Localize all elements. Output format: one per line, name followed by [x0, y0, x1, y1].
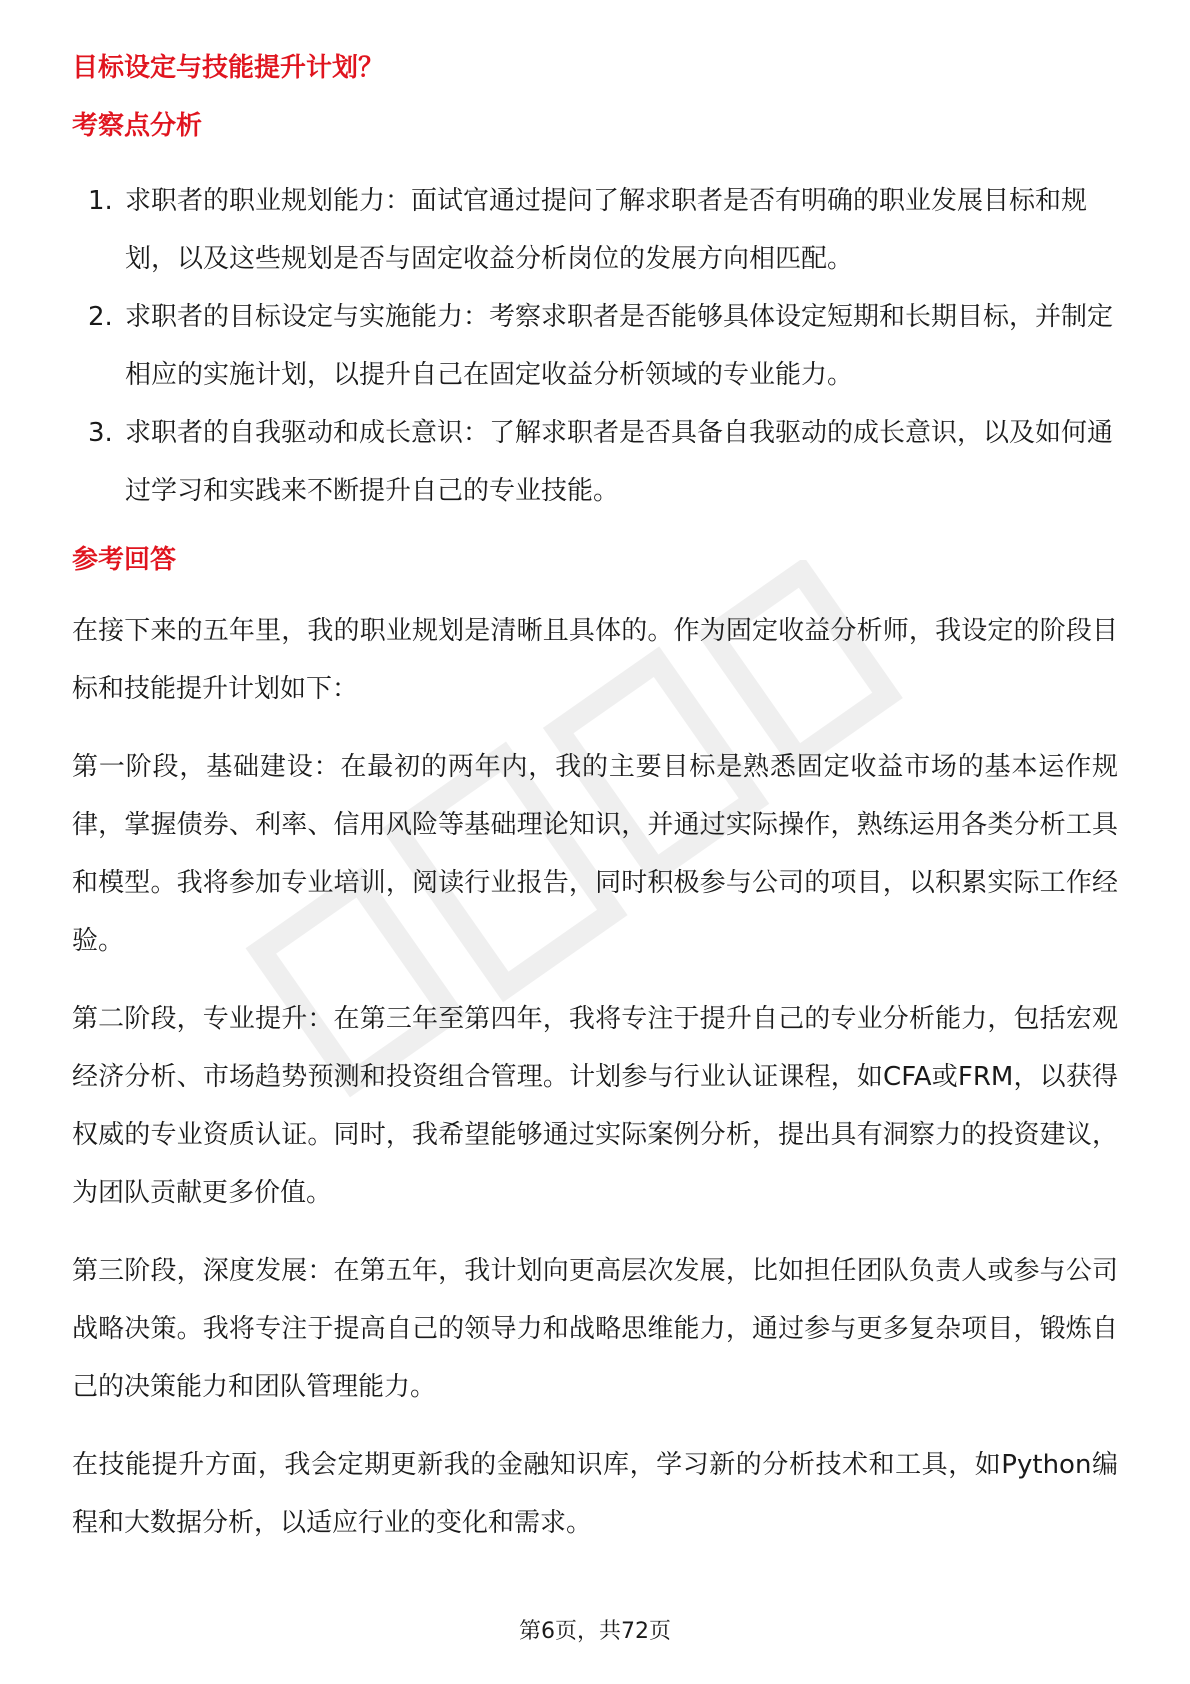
- answer-paragraph: 第三阶段，深度发展：在第五年，我计划向更高层次发展，比如担任团队负责人或参与公司战略决策。我将专注于提高自己的领导力和战略思维能力，通过参与更多复杂项目，锻炼自己的决策能力和团队管理能力。: [72, 1256, 1118, 1402]
- question-title: 目标设定与技能提升计划？: [72, 53, 385, 83]
- point-text: 求职者的目标设定与实施能力：考察求职者是否能够具体设定短期和长期目标，并制定相应的实施计划，以提升自己在固定收益分析领域的专业能力。: [125, 302, 1114, 390]
- answer-paragraph: 在接下来的五年里，我的职业规划是清晰且具体的。作为固定收益分析师，我设定的阶段目标和技能提升计划如下：: [72, 616, 1118, 704]
- answer-paragraph: 第二阶段，专业提升：在第三年至第四年，我将专注于提升自己的专业分析能力，包括宏观经济分析、市场趋势预测和投资组合管理。计划参与行业认证课程，如CFA或FRM，以获得权威的专业资质认证。同时，我希望能够通过实际案例分析，提出具有洞察力的投资建议，为团队贡献更多价值。: [72, 1004, 1118, 1208]
- analysis-points-list: [72, 172, 1118, 520]
- answer-paragraph: 在技能提升方面，我会定期更新我的金融知识库，学习新的分析技术和工具，如Python编程和大数据分析，以适应行业的变化和需求。: [72, 1450, 1118, 1538]
- point-number: 1.: [88, 186, 113, 216]
- analysis-point: [72, 288, 1118, 404]
- point-text: 求职者的职业规划能力：面试官通过提问了解求职者是否有明确的职业发展目标和规划，以及这些规划是否与固定收益分析岗位的发展方向相匹配。: [125, 186, 1088, 274]
- point-number: 2.: [88, 302, 113, 332]
- page-number-footer: 第6页，共72页: [519, 1619, 671, 1644]
- analysis-heading: 考察点分析: [72, 111, 203, 141]
- point-number: 3.: [88, 418, 113, 448]
- answer-paragraph: 第一阶段，基础建设：在最初的两年内，我的主要目标是熟悉固定收益市场的基本运作规律，掌握债券、利率、信用风险等基础理论知识，并通过实际操作，熟练运用各类分析工具和模型。我将参加专业培训，阅读行业报告，同时积极参与公司的项目，以积累实际工作经验。: [72, 752, 1118, 956]
- analysis-point: [72, 404, 1118, 520]
- document-content: [72, 48, 1118, 1552]
- point-text: 求职者的自我驱动和成长意识：了解求职者是否具备自我驱动的成长意识，以及如何通过学习和实践来不断提升自己的专业技能。: [125, 418, 1114, 506]
- answer-heading: 参考回答: [72, 545, 177, 575]
- analysis-point: [72, 172, 1118, 288]
